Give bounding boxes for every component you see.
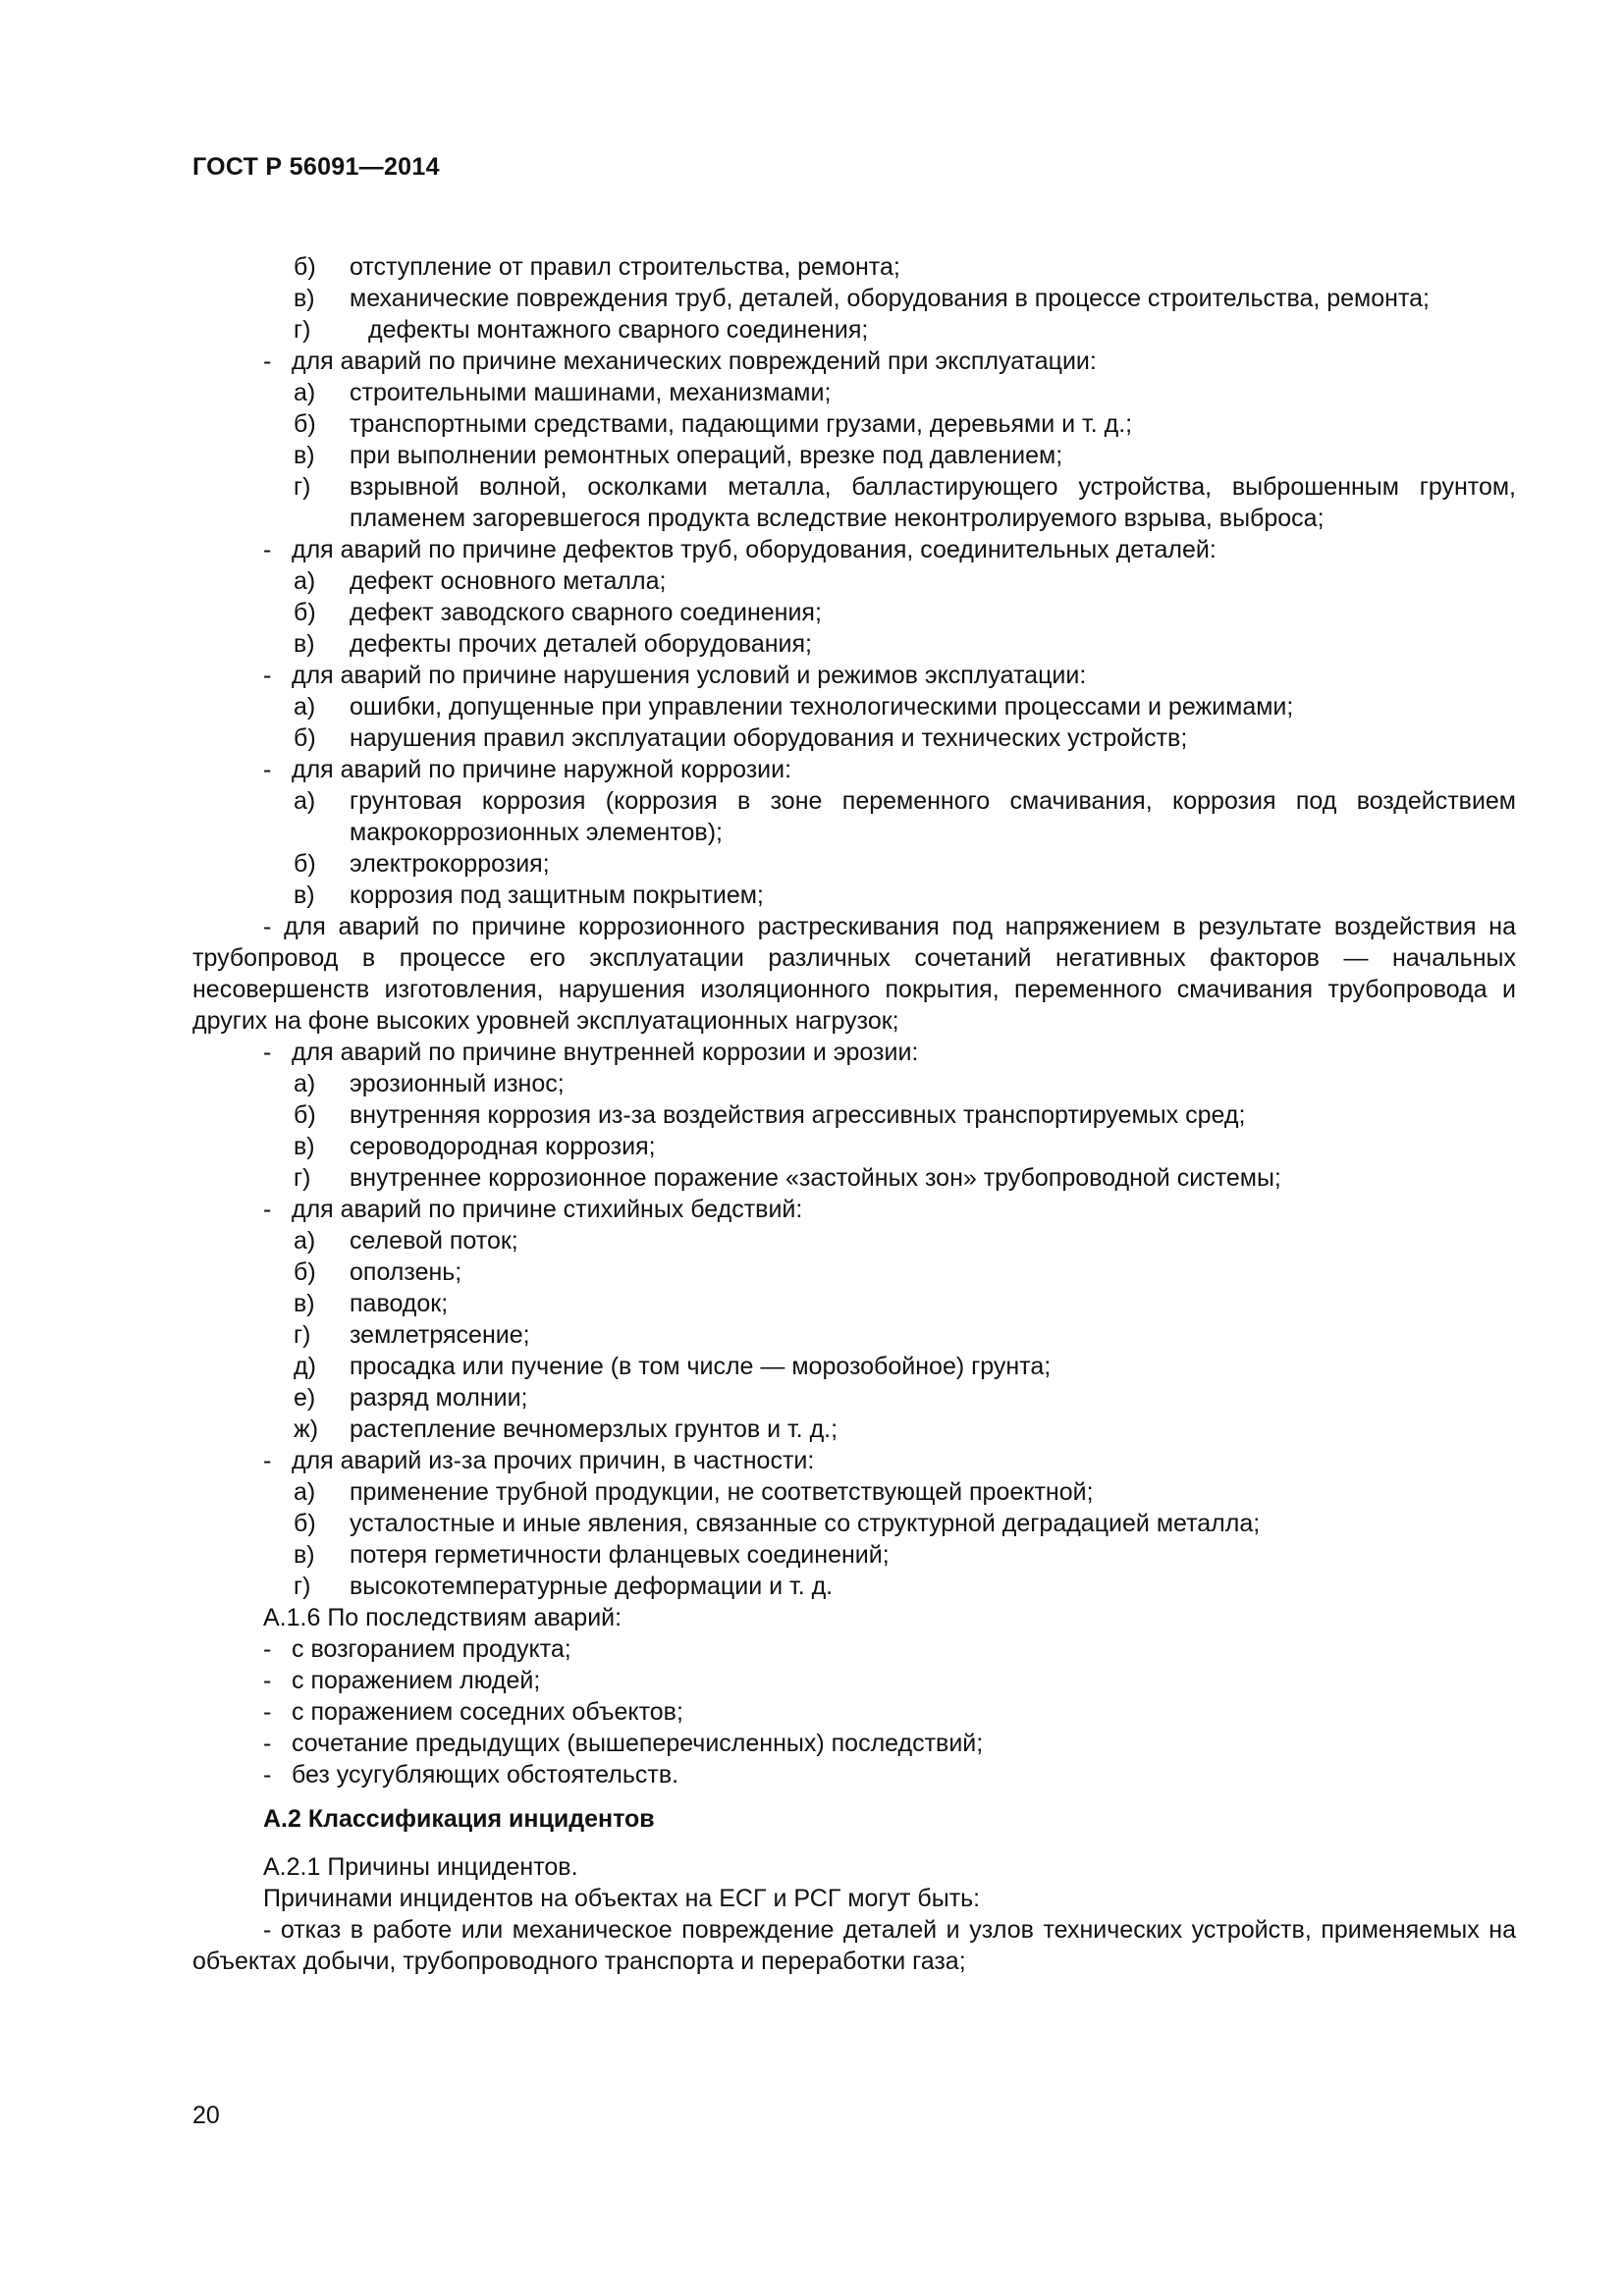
list-item-text: оползень; — [350, 1258, 462, 1286]
list-item-marker: а) — [294, 567, 316, 595]
list-item — [192, 251, 1516, 283]
list-item — [192, 1068, 1516, 1099]
list-item — [192, 1131, 1516, 1162]
list-item — [192, 1288, 1516, 1319]
list-item-text: растепление вечномерзлых грунтов и т. д.; — [350, 1415, 839, 1443]
list-item-text: селевой поток; — [350, 1227, 518, 1255]
list-item-marker: б) — [294, 410, 316, 438]
dash-item — [192, 1633, 1516, 1665]
list-item — [192, 1351, 1516, 1382]
list-item — [192, 1319, 1516, 1351]
text-line: А.2.1 Причины инцидентов. — [263, 1853, 578, 1881]
text-line: А.1.6 По последствиям аварий: — [263, 1604, 622, 1631]
list-item-marker: а) — [294, 1227, 316, 1255]
list-item-marker: а) — [294, 1070, 316, 1097]
list-item-marker: в) — [294, 881, 315, 909]
list-item-text: при выполнении ремонтных операций, врезке под давлением; — [350, 442, 1063, 469]
list-item-marker: в) — [294, 285, 315, 312]
list-item — [192, 377, 1516, 408]
dash-item-text: для аварий по причине дефектов труб, оборудования, соединительных деталей: — [292, 536, 1217, 563]
document-body — [192, 251, 1516, 1977]
list-item-text: дефект заводского сварного соединения; — [350, 599, 822, 626]
list-item — [192, 1099, 1516, 1131]
list-item-text: дефекты прочих деталей оборудования; — [350, 630, 812, 658]
dash-item — [192, 534, 1516, 565]
list-item — [192, 1256, 1516, 1288]
dash-marker: - — [263, 1761, 272, 1789]
paragraph: - отказ в работе или механическое повреждение деталей и узлов технических устройств, применяемых на объектах добычи, трубопроводного транспорта и переработки газа; — [192, 1916, 1516, 1975]
dash-marker: - — [263, 347, 272, 375]
page-number: 20 — [192, 2102, 220, 2129]
list-item-marker: в) — [294, 1541, 315, 1569]
list-item — [192, 785, 1516, 848]
dash-marker: - — [263, 1667, 272, 1694]
list-item-text: потеря герметичности фланцевых соединений; — [350, 1541, 890, 1569]
list-item-marker: б) — [294, 724, 316, 752]
dash-marker: - — [263, 1196, 272, 1223]
dash-marker: - — [263, 756, 272, 783]
dash-item — [192, 1696, 1516, 1728]
list-item-marker: д) — [294, 1353, 316, 1380]
list-item — [192, 1382, 1516, 1414]
list-item — [192, 1539, 1516, 1571]
list-item-text: дефекты монтажного сварного соединения; — [368, 316, 869, 344]
list-item — [192, 283, 1516, 314]
list-item-marker: г) — [294, 316, 311, 344]
dash-item — [192, 754, 1516, 785]
list-item — [192, 471, 1516, 534]
list-item-text: дефект основного металла; — [350, 567, 667, 595]
list-item-text: высокотемпературные деформации и т. д. — [350, 1573, 834, 1600]
dash-item-text: с поражением соседних объектов; — [292, 1698, 683, 1726]
list-item — [192, 440, 1516, 471]
dash-item-text: для аварий по причине наружной коррозии: — [292, 756, 792, 783]
dash-marker: - — [263, 1730, 272, 1757]
dash-item — [192, 1665, 1516, 1696]
list-item — [192, 565, 1516, 597]
list-item-marker: б) — [294, 1101, 316, 1129]
dash-item-text: для аварий из-за прочих причин, в частности: — [292, 1447, 815, 1474]
list-item-marker: ж) — [294, 1415, 319, 1443]
dash-marker: - — [263, 536, 272, 563]
list-item-marker: б) — [294, 1510, 316, 1537]
list-item-text: эрозионный износ; — [350, 1070, 565, 1097]
list-item — [192, 1476, 1516, 1508]
list-item-marker: б) — [294, 850, 316, 878]
list-item — [192, 691, 1516, 722]
list-item — [192, 1571, 1516, 1602]
text-line: Причинами инцидентов на объектах на ЕСГ и РСГ могут быть: — [263, 1885, 981, 1912]
list-item-text: просадка или пучение (в том числе — морозобойное) грунта; — [350, 1353, 1052, 1380]
list-item-marker: б) — [294, 253, 316, 281]
list-item — [192, 722, 1516, 754]
list-item-marker: г) — [294, 1321, 311, 1349]
list-item — [192, 628, 1516, 660]
list-item — [192, 408, 1516, 440]
list-item-marker: а) — [294, 1478, 316, 1506]
list-item-text: ошибки, допущенные при управлении технологическими процессами и режимами; — [350, 693, 1294, 721]
list-item-text: внутренняя коррозия из-за воздействия агрессивных транспортируемых сред; — [350, 1101, 1246, 1129]
section-heading: А.2 Классификация инцидентов — [263, 1805, 655, 1833]
list-item-marker: б) — [294, 599, 316, 626]
dash-item-text: для аварий по причине внутренней коррозии и эрозии: — [292, 1039, 919, 1066]
list-item-marker: в) — [294, 442, 315, 469]
dash-marker: - — [263, 1039, 272, 1066]
list-item-marker: в) — [294, 1133, 315, 1160]
list-item-marker: г) — [294, 1164, 311, 1192]
list-item — [192, 1162, 1516, 1194]
list-item-text: применение трубной продукции, не соответствующей проектной; — [350, 1478, 1094, 1506]
list-item-text: электрокоррозия; — [350, 850, 550, 878]
list-item-text: транспортными средствами, падающими грузами, деревьями и т. д.; — [350, 410, 1133, 438]
list-item-text: нарушения правил эксплуатации оборудования и технических устройств; — [350, 724, 1188, 752]
list-item-marker: г) — [294, 1573, 311, 1600]
list-item-text: паводок; — [350, 1290, 449, 1317]
dash-item-text: для аварий по причине нарушения условий и режимов эксплуатации: — [292, 662, 1087, 689]
list-item — [192, 1225, 1516, 1256]
list-item-marker: а) — [294, 693, 316, 721]
list-item-marker: в) — [294, 630, 315, 658]
list-item-text: механические повреждения труб, деталей, оборудования в процессе строительства, ремонта; — [350, 285, 1430, 312]
dash-marker: - — [263, 1698, 272, 1726]
list-item-marker: а) — [294, 787, 316, 815]
list-item-marker: г) — [294, 473, 311, 501]
list-item-text: разряд молнии; — [350, 1384, 528, 1412]
list-item — [192, 1414, 1516, 1445]
list-item-marker: б) — [294, 1258, 316, 1286]
dash-item — [192, 1194, 1516, 1225]
list-item-text: грунтовая коррозия (коррозия в зоне переменного смачивания, коррозия под воздействием макрокоррозионных элементов); — [350, 787, 1516, 846]
dash-marker: - — [263, 662, 272, 689]
list-item-text: отступление от правил строительства, ремонта; — [350, 253, 900, 281]
list-item-marker: а) — [294, 379, 316, 406]
dash-item — [192, 660, 1516, 691]
dash-item-text: с возгоранием продукта; — [292, 1635, 571, 1663]
list-item — [192, 880, 1516, 911]
list-item-text: взрывной волной, осколками металла, балластирующего устройства, выброшенным грунтом, пламенем загоревшегося продукта вследствие неконтролируемого взрыва, выброса; — [350, 473, 1516, 532]
paragraph: - для аварий по причине коррозионного растрескивания под напряжением в результате воздействия на трубопровод в процессе его эксплуатации различных сочетаний негативных факторов — начальных несовершенств изготовления, нарушения изоляционного покрытия, переменного смачивания трубопровода и других на фоне высоких уровней эксплуатационных нагрузок; — [192, 913, 1516, 1035]
list-item — [192, 314, 1516, 346]
list-item — [192, 1508, 1516, 1539]
dash-marker: - — [263, 1635, 272, 1663]
document-header: ГОСТ Р 56091—2014 — [192, 153, 440, 181]
dash-item — [192, 1728, 1516, 1759]
dash-item — [192, 1037, 1516, 1068]
dash-item-text: для аварий по причине стихийных бедствий: — [292, 1196, 803, 1223]
dash-item-text: с поражением людей; — [292, 1667, 541, 1694]
dash-item — [192, 1445, 1516, 1476]
dash-item — [192, 346, 1516, 377]
list-item — [192, 848, 1516, 880]
dash-item-text: без усугубляющих обстоятельств. — [292, 1761, 679, 1789]
list-item-text: строительными машинами, механизмами; — [350, 379, 832, 406]
dash-marker: - — [263, 1447, 272, 1474]
list-item-text: усталостные и иные явления, связанные со структурной деградацией металла; — [350, 1510, 1261, 1537]
dash-item — [192, 1759, 1516, 1790]
list-item-marker: е) — [294, 1384, 316, 1412]
list-item-text: сероводородная коррозия; — [350, 1133, 656, 1160]
list-item-marker: в) — [294, 1290, 315, 1317]
dash-item-text: для аварий по причине механических повреждений при эксплуатации: — [292, 347, 1097, 375]
dash-item-text: сочетание предыдущих (вышеперечисленных) последствий; — [292, 1730, 984, 1757]
list-item-text: коррозия под защитным покрытием; — [350, 881, 764, 909]
list-item-text: землетрясение; — [350, 1321, 530, 1349]
list-item — [192, 597, 1516, 628]
list-item-text: внутреннее коррозионное поражение «застойных зон» трубопроводной системы; — [350, 1164, 1281, 1192]
